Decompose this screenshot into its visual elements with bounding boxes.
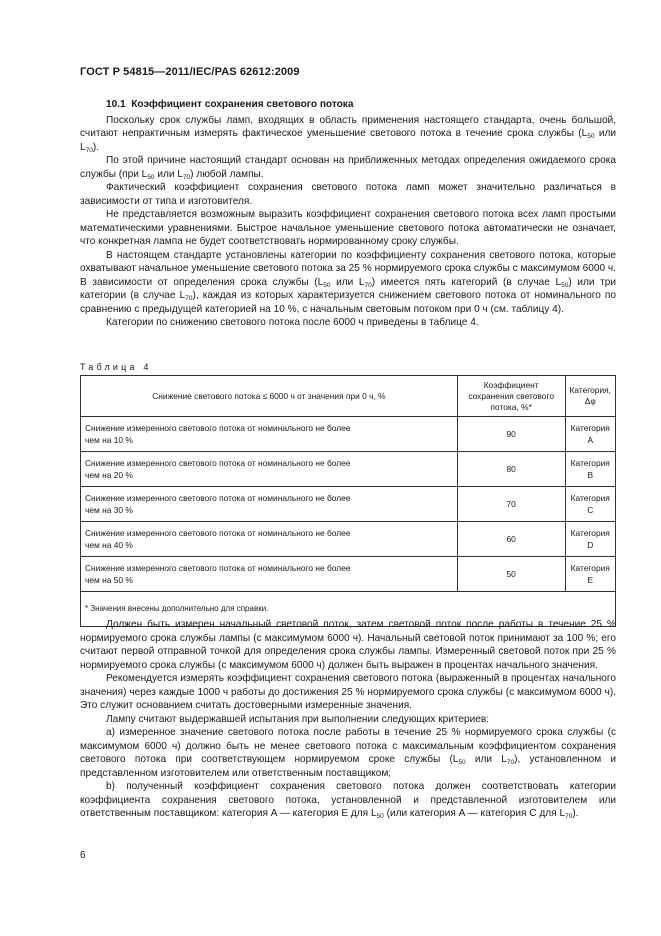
table-label: Таблица 4 xyxy=(80,362,152,372)
section-title-text: Коэффициент сохранения светового потока xyxy=(131,99,354,110)
paragraph: Рекомендуется измерять коэффициент сохранения светового потока (выраженный в процентах начального значения) через каждые 1000 ч работы до достижения 25 % нормируемого срока службы (с максимумом 6000 ч). Это служит основанием считать достоверными измеренные значения. xyxy=(80,673,616,711)
header-category: Категория, Δφ xyxy=(565,376,615,417)
table-row xyxy=(81,557,616,592)
paragraph: Поскольку срок службы ламп, входящих в область применения настоящего стандарта, очень большой, считают непрактичным измерять фактическое уменьшение светового потока в течение срока службы ($L_{50}$ или $L_{70}$). xyxy=(80,114,616,154)
paragraph: Должен быть измерен начальный световой поток, затем световой поток после работы в течение 25 % нормируемого срока службы лампы (с максимумом 6000 ч). Начальный световой поток принимают за 100 %; его считают первой отправной точкой для определения срока службы лампы. Измеренный световой поток при 25 % нормируемого срока службы (с максимумом 6000 ч) должен быть выражен в процентах начального значения. xyxy=(80,619,616,671)
row-category: Категория E xyxy=(565,557,615,592)
row-coefficient: 90 xyxy=(457,417,565,452)
row-category: Категория B xyxy=(565,452,615,487)
section-10-1-continued xyxy=(80,618,616,821)
header-flux-reduction: Снижение светового потока ≤ 6000 ч от значения при 0 ч, % xyxy=(81,376,458,417)
section-10-1 xyxy=(80,98,616,330)
table-footnote: * Значения внесены дополнительно для справки. xyxy=(81,592,616,627)
page-number: 6 xyxy=(80,850,86,861)
row-description: Снижение измеренного светового потока от номинального не более чем на 30 % xyxy=(81,487,458,522)
row-coefficient: 70 xyxy=(457,487,565,522)
row-coefficient: 50 xyxy=(457,557,565,592)
row-description: Снижение измеренного светового потока от номинального не более чем на 50 % xyxy=(81,557,458,592)
table-row xyxy=(81,452,616,487)
table-header-row xyxy=(81,376,616,417)
paragraph: Не представляется возможным выразить коэффициент сохранения светового потока всех ламп простыми математическими уравнениями. Быстрое начальное уменьшение светового потока автоматически не означает, что конкретная лампа не будет соответствовать нормированному сроку службы. xyxy=(80,209,616,247)
criterion-a: а) измеренное значение светового потока после работы в течение 25 % нормируемого срока службы (с максимумом 6000 ч) должно быть не менее светового потока с максимальным коэффициентом сохранения светового потока при соответствующем нормируемом сроке службы ($L_{50}$ или $L_{70}$), установленном и представленном изготовителем или ответственным поставщиком; xyxy=(80,727,616,779)
row-description: Снижение измеренного светового потока от номинального не более чем на 20 % xyxy=(81,452,458,487)
document-header: ГОСТ Р 54815—2011/IEC/PAS 62612:2009 xyxy=(80,66,300,78)
section-title xyxy=(106,98,616,112)
row-coefficient: 60 xyxy=(457,522,565,557)
paragraph: Фактический коэффициент сохранения светового потока ламп может значительно различаться в зависимости от типа и изготовителя. xyxy=(80,182,616,207)
row-description: Снижение измеренного светового потока от номинального не более чем на 10 % xyxy=(81,417,458,452)
row-coefficient: 80 xyxy=(457,452,565,487)
row-category: Категория C xyxy=(565,487,615,522)
table-row xyxy=(81,522,616,557)
header-maintenance-coefficient: Коэффициент сохранения светового потока, %* xyxy=(457,376,565,417)
row-category: Категория D xyxy=(565,522,615,557)
row-category: Категория A xyxy=(565,417,615,452)
section-number: 10.1 xyxy=(106,99,126,110)
paragraph: Лампу считают выдержавшей испытания при выполнении следующих критериев: xyxy=(106,713,490,725)
paragraph: В настоящем стандарте установлены категории по коэффициенту сохранения светового потока, которые охватывают начальное уменьшение светового потока за 25 % нормируемого срока службы с максимумом 6000 ч. В зависимости от определения срока службы ($L_{50}$ или $L_{70}$) имеется пять категорий (в случае $L_{50}$) или три категории (в случае $L_{70}$), каждая из которых характеризуется снижением светового потока от номинального по сравнению с предыдущей категорией на 10 %, с начальным световым потоком при 0 ч (см. таблицу 4). xyxy=(80,249,617,315)
criterion-b: b) полученный коэффициент сохранения светового потока должен соответствовать категории коэффициента сохранения светового потока, установленной и представленной изготовителем или ответственным поставщиком: категория A — категория E для $L_{50}$ (или категория A — категория C для $L_{70}$). xyxy=(80,781,616,820)
table-row xyxy=(81,417,616,452)
paragraph: Категории по снижению светового потока после 6000 ч приведены в таблице 4. xyxy=(106,317,479,328)
row-description: Снижение измеренного светового потока от номинального не более чем на 40 % xyxy=(81,522,458,557)
table-row xyxy=(81,487,616,522)
paragraph: По этой причине настоящий стандарт основан на приближенных методах определения ожидаемого срока службы (при $L_{50}$ или $L_{70}$) любой лампы. xyxy=(80,155,616,181)
table-4 xyxy=(80,375,616,627)
